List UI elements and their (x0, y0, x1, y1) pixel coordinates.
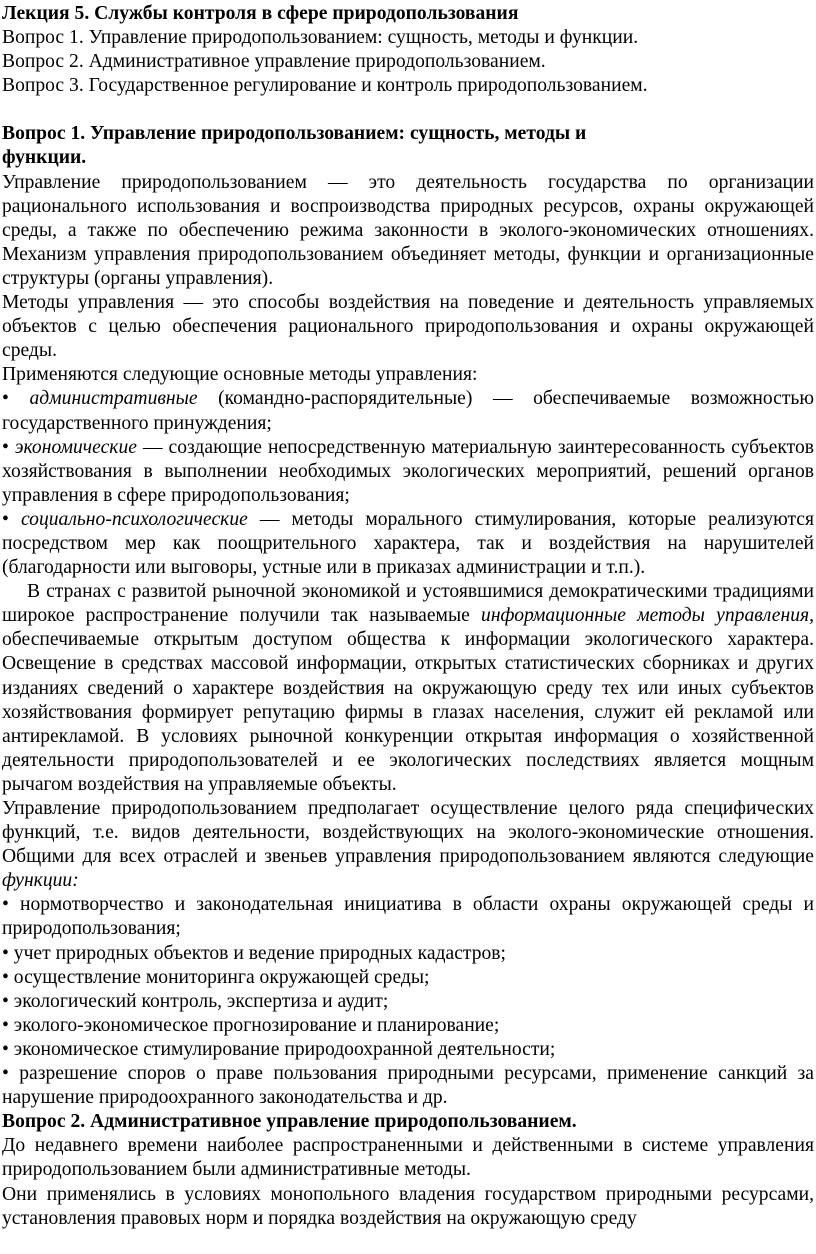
q1-paragraph-methods-intro: Применяются следующие основные методы управления: (2, 364, 478, 386)
function-item: • разрешение споров о праве пользования природными ресурсами, применение санкций за нарушение природоохранного законодательства и др. (2, 1063, 814, 1109)
function-item: • экономическое стимулирование природоохранной деятельности; (2, 1038, 556, 1060)
bullet: • (2, 436, 9, 458)
function-item: • нормотворчество и законодательная инициатива в области охраны окружающей среды и природопользования; (2, 894, 814, 940)
q2-heading: Вопрос 2. Административное управление природопользованием. (2, 1111, 577, 1133)
method-term: административные (29, 388, 198, 410)
bullet: • (2, 388, 9, 410)
function-item: • учет природных объектов и ведение природных кадастров; (2, 942, 506, 964)
q2-paragraph-2: Они применялись в условиях монопольного владения государством природными ресурсами, установления правовых норм и порядка воздействия на окружающую среду (2, 1183, 814, 1229)
toc-item-1: Вопрос 1. Управление природопользованием: сущность, методы и функции. (2, 27, 639, 49)
toc-item-2: Вопрос 2. Административное управление природопользованием. (2, 51, 546, 73)
toc-item-3: Вопрос 3. Государственное регулирование и контроль природопользованием. (2, 75, 648, 97)
q1-paragraph-methods: Методы управления — это способы воздействия на поведение и деятельность управляемых объектов с целью обеспечения рационального природопользования и охраны окружающей среды. (2, 292, 814, 362)
function-item: • осуществление мониторинга окружающей среды; (2, 966, 430, 988)
method-item-administrative: • административные (командно-распорядительные) — обеспечиваемые возможностью государственного принуждения; (2, 388, 814, 434)
q1-paragraph-information-methods: В странах с развитой рыночной экономикой и устоявшимися демократическими традициями широкое распространение получили так называемые информационные методы управления, обеспечиваемые открытым доступом общества к информации экологического характера. Освещение в средствах массовой информации, открытых статистических сборниках и других изданиях сведений о характере воздействия на окружающую среду тех или иных субъектов хозяйствования формирует репутацию фирмы в глазах населения, служит ей рекламой или антирекламой. В условиях рыночной конкуренции открытая информация о хозяйственной деятельности природопользователей и ее экологических последствиях является мощным рычагом воздействия на управляемые объекты. (2, 581, 814, 795)
function-item: • экологический контроль, экспертиза и аудит; (2, 990, 389, 1012)
method-item-economic: • экономические — создающие непосредственную материальную заинтересованность субъектов хозяйствования в выполнении необходимых экологических мероприятий, решений органов управления в сфере природопользования; (2, 436, 814, 506)
q1-paragraph-functions-intro: Управление природопользованием предполагает осуществление целого ряда специфических функций, т.е. видов деятельности, воздействующих на эколого-экономические отношения. Общими для всех отраслей и звеньев управления природопользованием являются следующие функции: (2, 798, 814, 892)
method-term: экономические (14, 436, 137, 458)
bullet: • (2, 508, 9, 530)
spacer (2, 98, 814, 122)
method-term: социально-психологические (20, 508, 248, 530)
q2-paragraph-1: До недавнего времени наиболее распространенными и действенными в системе управления природопользованием были административные методы. (2, 1135, 814, 1181)
q1-paragraph-definition: Управление природопользованием — это деятельность государства по организации рационального использования и воспроизводства природных ресурсов, охраны окружающей среды, а также по обеспечению режима законности в эколого-экономических отношениях. Механизм управления природопользованием объединяет методы, функции и организационные структуры (органы управления). (2, 171, 814, 289)
function-item: • эколого-экономическое прогнозирование и планирование; (2, 1014, 500, 1036)
lecture-title: Лекция 5. Службы контроля в сфере природопользования (2, 3, 519, 24)
method-item-social: • социально-психологические — методы морального стимулирования, которые реализуются посредством мер как поощрительного характера, так и воздействия на нарушителей (благодарности или выговоры, устные или в приказах администрации и т.п.). (2, 508, 814, 579)
q1-heading: Вопрос 1. Управление природопользованием: сущность, методы и функции. (2, 123, 587, 169)
